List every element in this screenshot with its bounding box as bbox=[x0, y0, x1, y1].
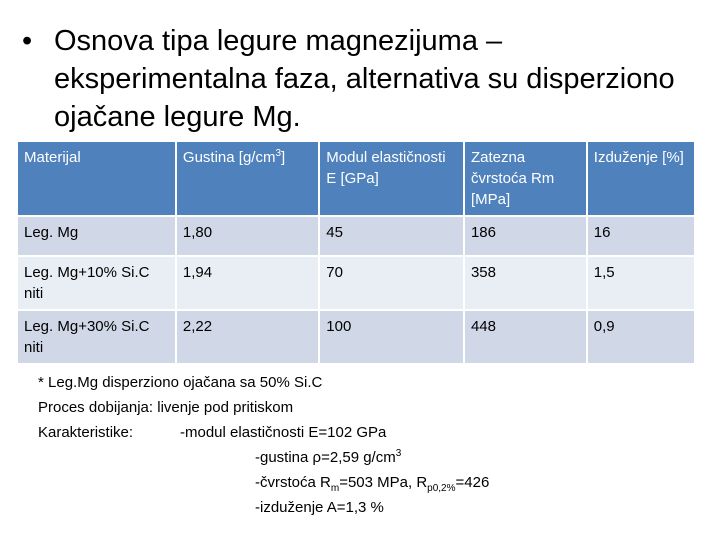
bullet-dot: • bbox=[22, 25, 33, 57]
properties-table bbox=[18, 142, 696, 365]
header-gustina: Gustina $[g/cm^3]$ bbox=[176, 142, 319, 216]
cell-gustina: 1,80 bbox=[176, 216, 319, 256]
header-zatezna: Zatezna čvrstoća Rm [MPa] bbox=[464, 142, 587, 216]
cell-izduzenje: 16 bbox=[587, 216, 695, 256]
cell-materijal: Leg. Mg bbox=[18, 216, 176, 256]
cell-materijal: Leg. Mg+10% Si.C niti bbox=[18, 256, 176, 310]
note-izduzenje: -izduženje A=1,3 % bbox=[255, 499, 384, 516]
table-row bbox=[18, 256, 695, 310]
cell-gustina: 1,94 bbox=[176, 256, 319, 310]
cell-modul: 70 bbox=[319, 256, 464, 310]
cell-modul: 45 bbox=[319, 216, 464, 256]
cell-materijal: Leg. Mg+30% Si.C niti bbox=[18, 310, 176, 364]
cell-izduzenje: 1,5 bbox=[587, 256, 695, 310]
cell-izduzenje: 0,9 bbox=[587, 310, 695, 364]
cell-zatezna: 186 bbox=[464, 216, 587, 256]
bullet-point bbox=[22, 22, 702, 136]
note-block bbox=[38, 370, 698, 520]
header-materijal: Materijal bbox=[18, 142, 176, 216]
table-row bbox=[18, 310, 695, 364]
header-izduzenje: Izduženje [%] bbox=[587, 142, 695, 216]
table-row bbox=[18, 216, 695, 256]
note-gustina: -gustina ρ=2,59 $g/cm^3$ bbox=[255, 448, 402, 466]
table-header-row bbox=[18, 142, 695, 216]
note-title: * Leg.Mg disperziono ojačana sa 50% Si.C bbox=[38, 374, 323, 391]
note-char-label: Karakteristike: bbox=[38, 424, 134, 441]
header-modul: Modul elastičnosti E [GPa] bbox=[319, 142, 464, 216]
cell-zatezna: 358 bbox=[464, 256, 587, 310]
bullet-text: Osnova tipa legure magnezijuma – eksperimentalna faza, alternativa su disperziono ojačane legure Mg. bbox=[54, 25, 675, 133]
note-characteristics bbox=[38, 420, 698, 445]
cell-zatezna: 448 bbox=[464, 310, 587, 364]
note-char-modul: -modul elastičnosti E=102 GPa bbox=[180, 424, 387, 441]
cell-modul: 100 bbox=[319, 310, 464, 364]
note-cvrstoca: -čvrstoća $R_m=503$ MPa, $R_{p0,2\%}=426$ bbox=[255, 474, 490, 494]
cell-gustina: 2,22 bbox=[176, 310, 319, 364]
note-process: Proces dobijanja: livenje pod pritiskom bbox=[38, 399, 294, 416]
